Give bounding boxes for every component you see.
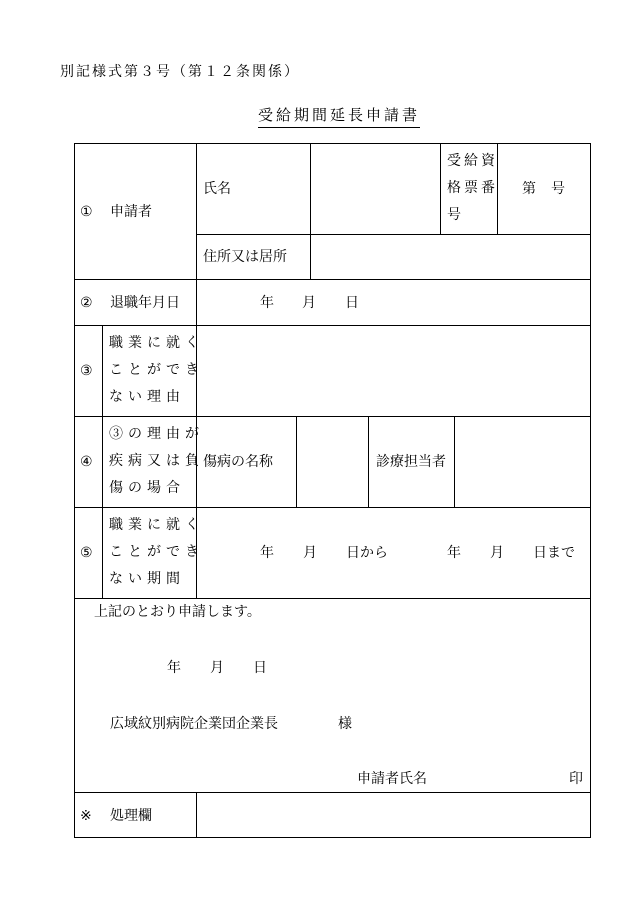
declaration-day: 日 bbox=[253, 660, 267, 676]
address-label: 住所又は居所 bbox=[203, 249, 287, 265]
row-number: ③ bbox=[80, 363, 93, 379]
applicant-name-label: 申請者氏名 bbox=[357, 771, 427, 787]
name-label: 氏名 bbox=[203, 181, 231, 197]
from-month-marker: 月 bbox=[303, 545, 317, 561]
declaration-statement: 上記のとおり申請します。 bbox=[94, 604, 261, 620]
unable-period-label: 職業に就く ことができ ない期間 bbox=[109, 517, 204, 587]
disease-name-label: 傷病の名称 bbox=[203, 454, 273, 470]
form-title: 受給期間延長申請書 bbox=[258, 104, 420, 128]
from-day-marker: 日から bbox=[346, 545, 388, 561]
note-mark: ※ bbox=[80, 808, 92, 824]
addressee: 広域紋別病院企業団企業長 bbox=[110, 716, 278, 732]
applicant-label: 申請者 bbox=[110, 204, 152, 220]
attending-doctor-label: 診療担当者 bbox=[376, 454, 446, 470]
processing-column-label: 処理欄 bbox=[110, 808, 152, 824]
to-day-marker: 日まで bbox=[533, 545, 575, 561]
from-year-marker: 年 bbox=[260, 545, 274, 561]
to-month-marker: 月 bbox=[490, 545, 504, 561]
month-marker: 月 bbox=[302, 295, 316, 311]
row-number: ⑤ bbox=[80, 545, 93, 561]
cert-number-suffix: 号 bbox=[551, 181, 565, 197]
day-marker: 日 bbox=[345, 295, 359, 311]
honorific: 様 bbox=[338, 716, 352, 732]
retirement-date-label: 退職年月日 bbox=[110, 295, 180, 311]
illness-case-label: ③の理由が 疾病又は負 傷の場合 bbox=[109, 426, 204, 496]
year-marker: 年 bbox=[260, 295, 274, 311]
row-number: ② bbox=[80, 295, 93, 311]
seal-mark: 印 bbox=[569, 771, 583, 787]
declaration-year: 年 bbox=[167, 660, 181, 676]
to-year-marker: 年 bbox=[447, 545, 461, 561]
row-number: ④ bbox=[80, 454, 93, 470]
cert-number-prefix: 第 bbox=[522, 181, 536, 197]
cert-number-label: 受給資 格票番 号 bbox=[447, 153, 498, 223]
declaration-month: 月 bbox=[210, 660, 224, 676]
form-reference: 別記様式第３号（第１２条関係） bbox=[60, 64, 300, 80]
unable-reason-label: 職業に就く ことができ ない理由 bbox=[109, 335, 204, 405]
row-number: ① bbox=[80, 204, 93, 220]
